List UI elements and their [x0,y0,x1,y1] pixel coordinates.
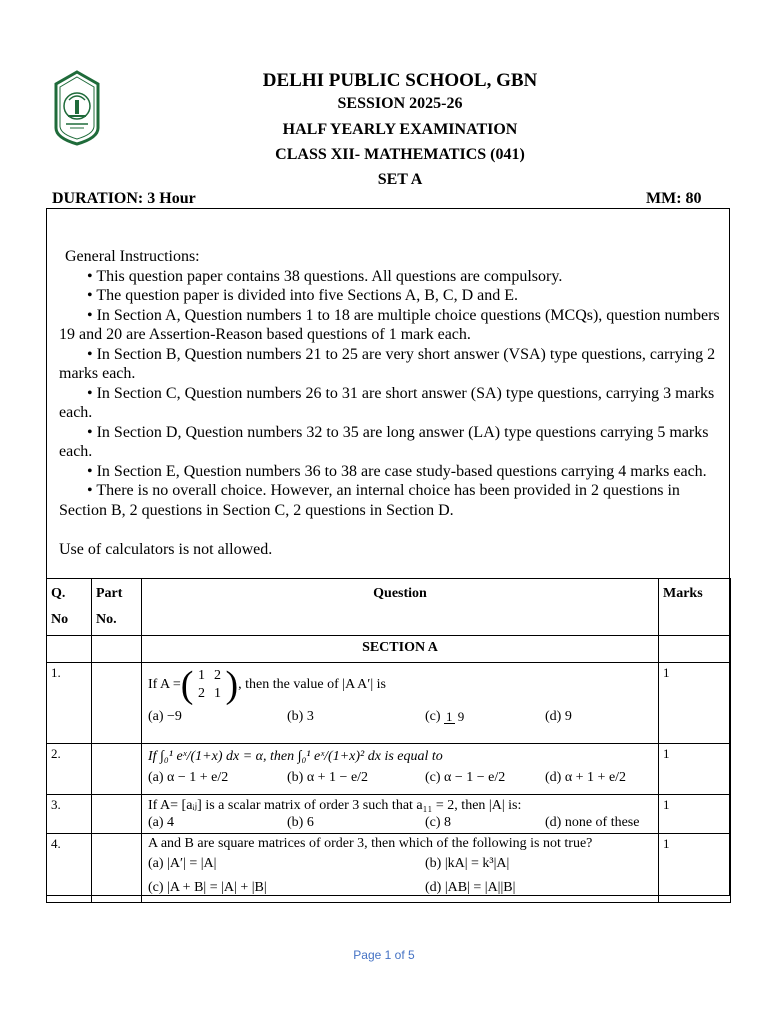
instruction-item: • In Section E, Question numbers 36 to 38 are case study-based questions carrying 4 marks each. [87,462,707,480]
question-number: 1. [47,663,92,744]
question-text: A and B are square matrices of order 3, then which of the following is not true? [148,836,593,851]
calculator-note: Use of calculators is not allowed. [59,540,273,558]
option: (b) |kA| = k³|A| [425,856,510,871]
col-q-no [47,579,92,636]
exam-name: HALF YEARLY EXAMINATION [282,121,518,138]
instruction-item: • This question paper contains 38 questions. All questions are compulsory. [87,267,563,285]
matrix-entry: 1 [213,686,221,701]
question-cell [142,663,659,744]
question-number: 2. [47,744,92,795]
marks: 1 [659,744,731,795]
option: (d) α + 1 + e/2 [545,770,627,785]
option: (a) −9 [148,709,182,724]
col-marks: Marks [659,579,731,636]
section-cell-empty [92,636,142,663]
option: (b) α + 1 − e/2 [287,770,369,785]
fraction-denominator: 9 [457,708,465,724]
part-cell [92,663,142,744]
school-name: DELHI PUBLIC SCHOOL, GBN [262,70,538,91]
option: (a) α − 1 + e/2 [148,770,229,785]
instructions-title: General Instructions: [65,248,200,265]
col-q-label-2: No [51,612,69,627]
option: (b) 3 [287,709,314,724]
question-cell [142,795,659,834]
question-text: If A= [aᵢⱼ] is a scalar matrix of order 3 such that a₁₁ = 2, then |A| is: [148,798,522,813]
instruction-item: • In Section C, Question numbers 26 to 31 are short answer (SA) type questions, carrying 3 marks each. [59,384,715,421]
session: SESSION 2025-26 [337,95,463,112]
matrix-entry: 2 [213,668,221,683]
table-row [47,663,731,744]
section-cell-empty [659,636,731,663]
instruction-item: • There is no overall choice. However, an internal choice has been provided in 2 questions in Section B, 2 questions in Section C, 2 questions in Section D. [59,482,680,519]
matrix: ( 1 2 2 1 ) [180,664,239,706]
question-text: If ∫₀¹ eˣ/(1+x) dx = α, then ∫₀¹ eˣ/(1+x)² dx is equal to [148,749,443,764]
option-label: (c) [425,709,441,724]
fraction-numerator: 1 [446,708,453,724]
section-row [47,636,731,663]
option: (a) 4 [148,815,175,830]
question-text: If A = [148,677,181,692]
option: (a) |A′| = |A| [148,856,217,871]
col-question: Question [142,579,659,636]
section-title: SECTION A [142,636,659,663]
marks: 1 [659,663,731,744]
matrix-entry: 2 [197,686,205,701]
table-row [47,834,731,903]
question-cell [142,834,659,903]
fraction [444,710,464,724]
paper-box [46,208,730,896]
question-cell [142,744,659,795]
option: (b) 6 [287,815,314,830]
instruction-item: • In Section B, Question numbers 21 to 25 are very short answer (VSA) type questions, carrying 2 marks each. [59,345,716,382]
option: (c) |A + B| = |A| + |B| [148,880,267,895]
option: (d) |AB| = |A||B| [425,880,516,895]
part-cell [92,744,142,795]
instruction-item: • The question paper is divided into five Sections A, B, C, D and E. [87,287,519,304]
option: (c) 8 [425,815,452,830]
option: (c) α − 1 − e/2 [425,770,506,785]
table-row [47,795,731,834]
duration: DURATION: 3 Hour [52,190,196,207]
class-subject: CLASS XII- MATHEMATICS (041) [275,146,525,163]
question-number: 4. [47,834,92,903]
page-footer: Page 1 of 5 [353,948,415,962]
general-instructions [59,247,729,559]
question-text: , then the value of |A A′| is [238,677,386,692]
col-part-label-2: No. [96,612,117,627]
option: (d) none of these [545,815,640,830]
instruction-item: • In Section D, Question numbers 32 to 35 are long answer (LA) type questions carrying 5 marks each. [59,423,709,460]
max-marks: MM: 80 [646,190,702,207]
marks: 1 [659,795,731,834]
instruction-item: • In Section A, Question numbers 1 to 18 are multiple choice questions (MCQs), question numbers 19 and 20 are Assertion-Reason based questions of 1 mark each. [59,306,720,343]
col-part-no [92,579,142,636]
col-part-label: Part [96,586,123,601]
question-table [46,578,731,903]
part-cell [92,834,142,903]
set-label: SET A [377,171,423,188]
marks: 1 [659,834,731,903]
col-q-label: Q. [51,586,66,601]
table-row [47,744,731,795]
question-number: 3. [47,795,92,834]
matrix-entry: 1 [197,668,205,683]
section-cell-empty [47,636,92,663]
option: (d) 9 [545,709,572,724]
part-cell [92,795,142,834]
table-header-row [47,579,731,636]
option [425,709,545,725]
